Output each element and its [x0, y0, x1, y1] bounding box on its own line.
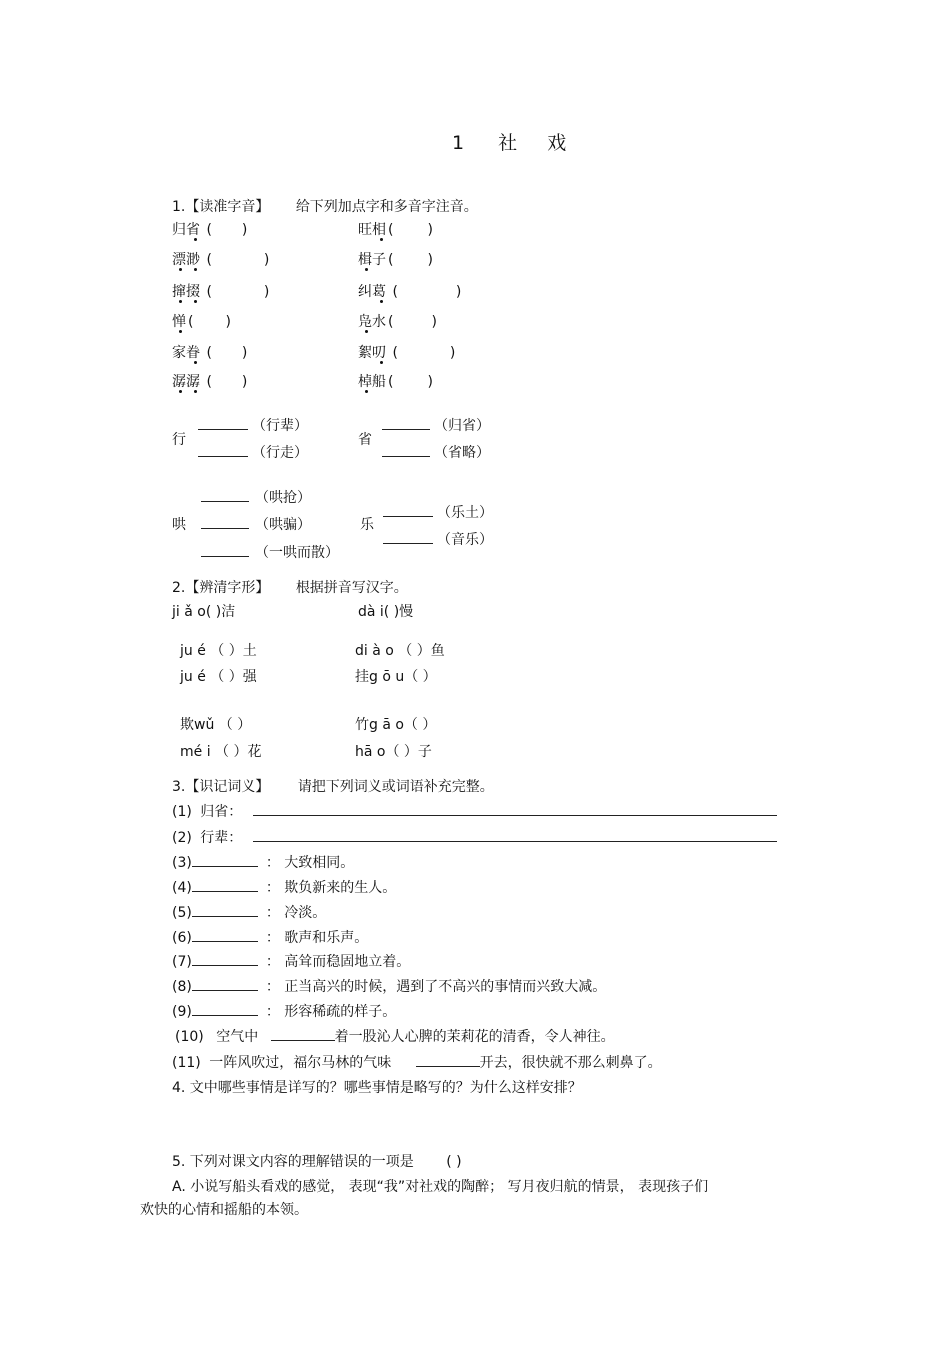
poly-label: （省略）: [434, 445, 490, 461]
poly-blank: [201, 542, 339, 562]
q2-pinyin-item: hā o（ ）子: [355, 744, 432, 760]
answer-blank[interactable]: [416, 1065, 480, 1067]
word: 凫水: [358, 314, 386, 330]
item-text: 空气中: [216, 1029, 259, 1045]
q1-item-right: 纠葛 ( ): [358, 284, 462, 300]
title-number: 1: [452, 132, 465, 154]
q2-pinyin-item: ju é （ ）强: [180, 669, 257, 685]
word: 楫子: [358, 252, 386, 268]
word: 潺潺: [172, 374, 200, 390]
word: 纠葛: [358, 284, 386, 300]
item-number: (7): [172, 954, 192, 970]
answer-blank[interactable]: [192, 989, 258, 991]
q1-item-left: 归省 ( ): [172, 222, 248, 238]
q3-item: [175, 1026, 615, 1046]
answer-blank[interactable]: [192, 915, 258, 917]
q3-item: [172, 927, 368, 947]
poly-label: （行辈）: [252, 418, 308, 434]
q1-item-left: 惮 ( ): [172, 314, 231, 330]
poly-label: （行走）: [252, 445, 308, 461]
word: 絮叨: [358, 345, 386, 361]
poly-char-sheng: 省: [358, 432, 372, 448]
item-number: (11): [172, 1055, 201, 1071]
item-text: ： 正当高兴的时候，遇到了不高兴的事情而兴致大减。: [265, 979, 607, 995]
word: 棹船: [358, 374, 386, 390]
q3-item: [172, 902, 326, 922]
item-text: ： 形容稀疏的样子。: [265, 1004, 397, 1020]
item-text: ： 冷淡。: [265, 905, 327, 921]
q4-question: 4. 文中哪些事情是详写的？哪些事情是略写的？为什么这样安排？: [172, 1080, 582, 1096]
title-word-2: 戏: [547, 132, 567, 154]
q5-question: [172, 1151, 462, 1171]
q2-heading: [172, 577, 408, 597]
q5-option-a: A. 小说写船头看戏的感觉， 表现“我”对社戏的陶醉； 写月夜归航的情景， 表现孩子们: [172, 1179, 709, 1195]
item-number: (3): [172, 855, 192, 871]
answer-blank[interactable]: [192, 940, 258, 942]
emphasis-dot: [179, 300, 182, 303]
q1-label: 1.【读准字音】: [172, 199, 270, 215]
q1-item-right: 楫子 ( ): [358, 252, 433, 268]
poly-char-le: 乐: [360, 517, 374, 533]
q2-pinyin-item: ji ǎ o( )洁: [172, 604, 236, 620]
word: 归省: [172, 222, 200, 238]
q3-heading: [172, 776, 494, 796]
word: 惮: [172, 314, 186, 330]
item-number: (10): [175, 1029, 204, 1045]
item-number: (1): [172, 804, 192, 820]
poly-label: （归省）: [434, 418, 490, 434]
item-text: ： 欺负新来的生人。: [265, 880, 397, 896]
q2-label: 2.【辨清字形】: [172, 580, 270, 596]
answer-blank[interactable]: [271, 1039, 335, 1041]
poly-blank: [383, 529, 493, 549]
poly-char-hong: 哄: [172, 517, 186, 533]
q3-label: 3.【识记词义】: [172, 779, 270, 795]
q1-item-right: 棹船 ( ): [358, 374, 433, 390]
q2-pinyin-item: 挂g ō u（ ）: [355, 669, 437, 685]
poly-blank: [382, 442, 490, 462]
item-text: 一阵风吹过，福尔马林的气味: [209, 1055, 392, 1071]
item-text: ： 歌声和乐声。: [265, 930, 369, 946]
poly-blank: [382, 415, 490, 435]
emphasis-dot: [365, 390, 368, 393]
page-title: [452, 128, 566, 155]
item-text: 行辈：: [200, 830, 243, 846]
emphasis-dot: [194, 238, 197, 241]
item-number: (2): [172, 830, 192, 846]
emphasis-dot: [365, 330, 368, 333]
item-number: (5): [172, 905, 192, 921]
q2-pinyin-item: di à o （ ）鱼: [355, 643, 445, 659]
poly-blank: [201, 487, 311, 507]
emphasis-dot: [194, 390, 197, 393]
answer-blank[interactable]: [192, 890, 258, 892]
emphasis-dot: [365, 268, 368, 271]
poly-char-xing: 行: [172, 432, 186, 448]
q1-item-left: 家眷 ( ): [172, 345, 248, 361]
item-number: (6): [172, 930, 192, 946]
item-number: (9): [172, 1004, 192, 1020]
emphasis-dot: [380, 300, 383, 303]
q2-pinyin-item: ju é （ ）土: [180, 643, 257, 659]
item-text: ： 高耸而稳固地立着。: [265, 954, 411, 970]
poly-blank: [198, 415, 308, 435]
q1-item-left: 漂渺 ( ): [172, 252, 270, 268]
emphasis-dot: [380, 238, 383, 241]
poly-label: （乐土）: [437, 505, 493, 521]
q1-item-right: 旺相 ( ): [358, 222, 433, 238]
poly-blank: [201, 514, 311, 534]
answer-blank[interactable]: [192, 1014, 258, 1016]
word: 漂渺: [172, 252, 200, 268]
poly-label: （音乐）: [437, 532, 493, 548]
q3-item: [172, 1001, 396, 1021]
q1-heading: [172, 196, 478, 216]
title-word-1: 社: [498, 132, 518, 154]
emphasis-dot: [194, 361, 197, 364]
q3-item: [172, 976, 606, 996]
q3-item: [172, 951, 410, 971]
q1-item-right: 絮叨 ( ): [358, 345, 456, 361]
answer-paren[interactable]: ( ): [446, 1154, 462, 1170]
q2-pinyin-item: dà i( )慢: [358, 604, 414, 620]
item-text: 着一股沁人心脾的茉莉花的清香，令人神往。: [334, 1029, 615, 1045]
word: 撺掇: [172, 284, 200, 300]
item-text: 开去，很快就不那么刺鼻了。: [479, 1055, 662, 1071]
answer-blank[interactable]: [253, 814, 777, 816]
emphasis-dot: [179, 390, 182, 393]
q2-pinyin-item: mé i （ ）花: [180, 744, 262, 760]
emphasis-dot: [179, 268, 182, 271]
poly-label: （哄骗）: [255, 517, 311, 533]
q5-stem: 5. 下列对课文内容的理解错误的一项是: [172, 1154, 414, 1170]
q3-item: [172, 877, 396, 897]
word: 旺相: [358, 222, 386, 238]
q3-item: [172, 827, 777, 847]
answer-blank[interactable]: [192, 964, 258, 966]
q3-item: [172, 1052, 662, 1072]
poly-label: （一哄而散）: [255, 545, 339, 561]
answer-blank[interactable]: [192, 865, 258, 867]
q1-instruction: 给下列加点字和多音字注音。: [295, 199, 478, 215]
item-number: (4): [172, 880, 192, 896]
q2-pinyin-item: 欺wǔ （ ）: [180, 717, 252, 733]
q3-instruction: 请把下列词义或词语补充完整。: [297, 779, 494, 795]
item-number: (8): [172, 979, 192, 995]
q1-item-left: 潺潺 ( ): [172, 374, 248, 390]
q3-item: [172, 801, 777, 821]
item-text: ： 大致相同。: [265, 855, 355, 871]
q1-item-left: 撺掇 ( ): [172, 284, 270, 300]
item-text: 归省：: [200, 804, 243, 820]
answer-blank[interactable]: [253, 840, 777, 842]
emphasis-dot: [380, 361, 383, 364]
poly-blank: [198, 442, 308, 462]
q2-instruction: 根据拼音写汉字。: [295, 580, 408, 596]
emphasis-dot: [179, 330, 182, 333]
poly-blank: [383, 502, 493, 522]
emphasis-dot: [194, 300, 197, 303]
word: 家眷: [172, 345, 200, 361]
poly-label: （哄抢）: [255, 490, 311, 506]
q3-item: [172, 852, 354, 872]
q1-item-right: 凫水 ( ): [358, 314, 437, 330]
q2-pinyin-item: 竹g ā o（ ）: [355, 717, 437, 733]
emphasis-dot: [194, 268, 197, 271]
q5-option-a-cont: 欢快的心情和摇船的本领。: [140, 1202, 308, 1218]
